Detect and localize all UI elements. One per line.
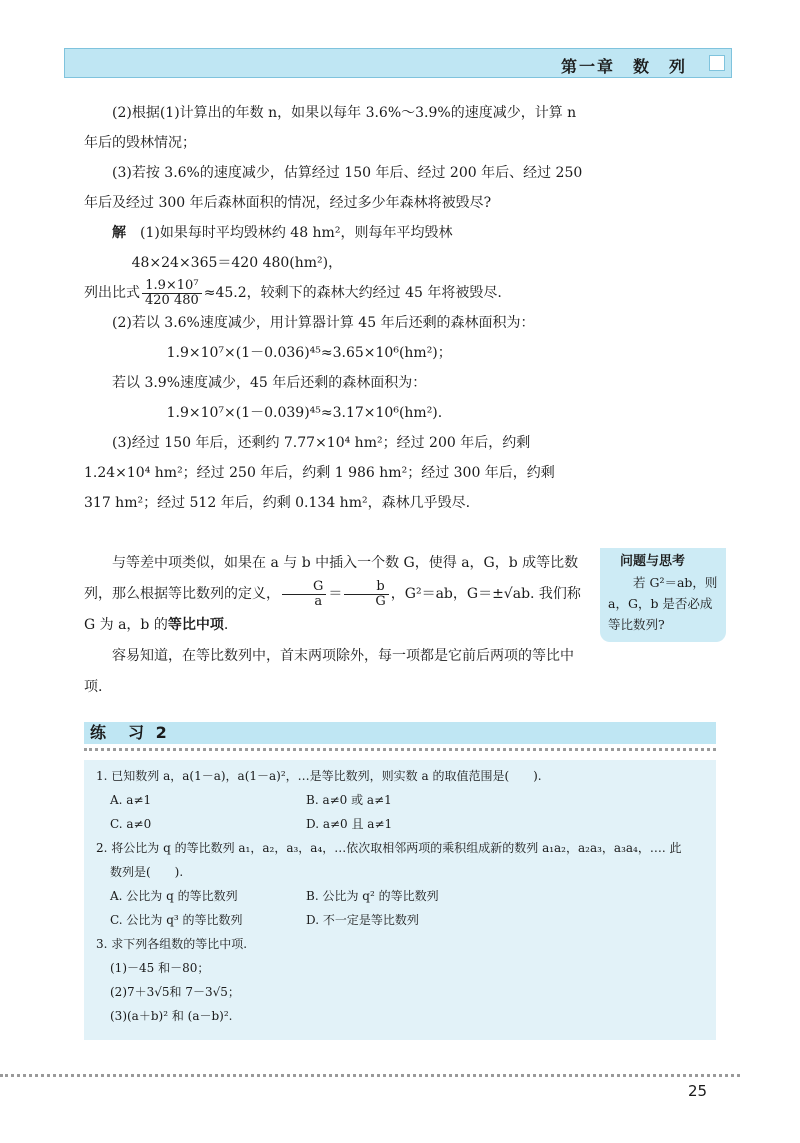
paragraph: 若以 3.9%速度减少，45 年后还剩的森林面积为： xyxy=(112,375,427,391)
solution-text: (1)如果每时平均毁林约 48 hm²，则每年平均毁林 xyxy=(140,225,453,241)
page-number: 25 xyxy=(688,1082,708,1100)
chapter-title: 第一章 数 列 xyxy=(560,57,687,76)
equals-sign: ＝ xyxy=(328,586,343,602)
geometric-mean-section xyxy=(84,548,584,703)
fraction-denominator: 420 480 xyxy=(145,292,199,308)
definition-text: . xyxy=(223,617,229,633)
fraction-denominator: a xyxy=(314,593,323,609)
paragraph: (3)经过 150 年后，还剩约 7.77×10⁴ hm²；经过 200 年后，约剩 1.24×10⁴ hm²；经过 250 年后，约剩 1 986 hm²；经过 300 年后，约剩 317 hm²；经过 512 年后，约剩 0.134 hm²，森林几乎毁尽. xyxy=(84,435,555,511)
question-3: 3. 求下列各组数的等比中项. xyxy=(96,937,248,951)
fraction-numerator: b xyxy=(344,580,388,595)
option: C. a≠0 xyxy=(110,817,152,831)
option-row xyxy=(96,884,708,908)
ratio-fraction xyxy=(142,279,202,308)
definition-text: ，G²＝ab，G＝±√ab. 我们称 G 为 a，b 的 xyxy=(84,586,581,633)
sidebar-title: 问题与思考 xyxy=(620,554,686,569)
sidebar-text: 若 G²＝ab，则 xyxy=(633,575,718,590)
formula: 1.9×10⁷×(1－0.039)⁴⁵≈3.17×10⁶(hm²). xyxy=(166,405,443,421)
formula: 1.9×10⁷×(1－0.036)⁴⁵≈3.65×10⁶(hm²)； xyxy=(166,345,452,361)
header-square-icon xyxy=(709,55,725,71)
option-row xyxy=(96,788,708,812)
option-row xyxy=(96,812,708,836)
option: A. a≠1 xyxy=(110,793,152,807)
paragraph: (2)若以 3.6%速度减少，用计算器计算 45 年后还剩的森林面积为： xyxy=(112,315,535,331)
ratio-suffix: ≈45.2，较剩下的森林大约经过 45 年将被毁尽. xyxy=(203,285,502,301)
question-1: 1. 已知数列 a，a(1－a)，a(1－a)²，…是等比数列，则实数 a 的取值范围是( ). xyxy=(96,769,542,783)
paragraph: 容易知道，在等比数列中，首末两项除外，每一项都是它前后两项的等比中项. xyxy=(84,648,574,695)
fraction-g-over-a xyxy=(282,580,326,609)
ratio-prefix: 列出比式 xyxy=(84,285,140,301)
key-term: 等比中项 xyxy=(167,617,224,633)
ratio-line xyxy=(84,278,584,308)
option-row xyxy=(96,908,708,932)
sub-item: (2)7＋3√5和 7－3√5； xyxy=(110,985,240,999)
exercise-content xyxy=(96,764,708,1028)
option: B. 公比为 q² 的等比数列 xyxy=(306,889,439,903)
solution-line xyxy=(84,218,584,248)
sidebar-text: a，G，b 是否必成等比数列? xyxy=(608,596,713,632)
paragraph: (2)根据(1)计算出的年数 n，如果以每年 3.6%～3.9%的速度减少，计算 n 年后的毁林情况； xyxy=(84,105,577,151)
exercise-title: 练 习 2 xyxy=(90,723,170,742)
question-sidebar xyxy=(600,548,726,642)
option: C. 公比为 q³ 的等比数列 xyxy=(110,913,243,927)
sub-item: (3)(a＋b)² 和 (a－b)². xyxy=(110,1009,233,1023)
footer-dotted-divider xyxy=(0,1074,740,1077)
option: B. a≠0 或 a≠1 xyxy=(306,793,392,807)
exercise-header xyxy=(84,722,716,744)
solution-label: 解 xyxy=(112,225,126,241)
option: D. a≠0 且 a≠1 xyxy=(306,817,393,831)
fraction-denominator: G xyxy=(375,593,386,609)
definition-paragraph xyxy=(84,548,584,641)
question-2-continued: 数列是( ). xyxy=(110,865,184,879)
fraction-b-over-g xyxy=(344,580,388,609)
chapter-header xyxy=(64,48,732,78)
paragraph: (3)若按 3.6%的速度减少，估算经过 150 年后、经过 200 年后、经过 250 年后及经过 300 年后森林面积的情况，经过多少年森林将被毁尽? xyxy=(84,165,583,211)
fraction-numerator: G xyxy=(282,580,326,595)
option: D. 不一定是等比数列 xyxy=(306,913,419,927)
question-2: 2. 将公比为 q 的等比数列 a₁，a₂，a₃，a₄，…依次取相邻两项的乘积组成新的数列 a₁a₂，a₂a₃，a₃a₄，…. 此 xyxy=(96,841,682,855)
dotted-divider xyxy=(84,748,716,751)
formula: 48×24×365＝420 480(hm²)， xyxy=(131,255,343,271)
main-text xyxy=(84,98,584,518)
sub-item: (1)－45 和－80； xyxy=(110,961,210,975)
exercise-box xyxy=(84,760,716,1040)
sidebar-body xyxy=(608,572,722,635)
option: A. 公比为 q 的等比数列 xyxy=(110,889,238,903)
fraction-numerator: 1.9×10⁷ xyxy=(142,279,202,294)
definition-text: 与等差中项类似，如果在 a 与 b 中插入一个数 G，使得 a，G，b 成等比数列，那么根据等比数列的定义， xyxy=(84,555,579,602)
